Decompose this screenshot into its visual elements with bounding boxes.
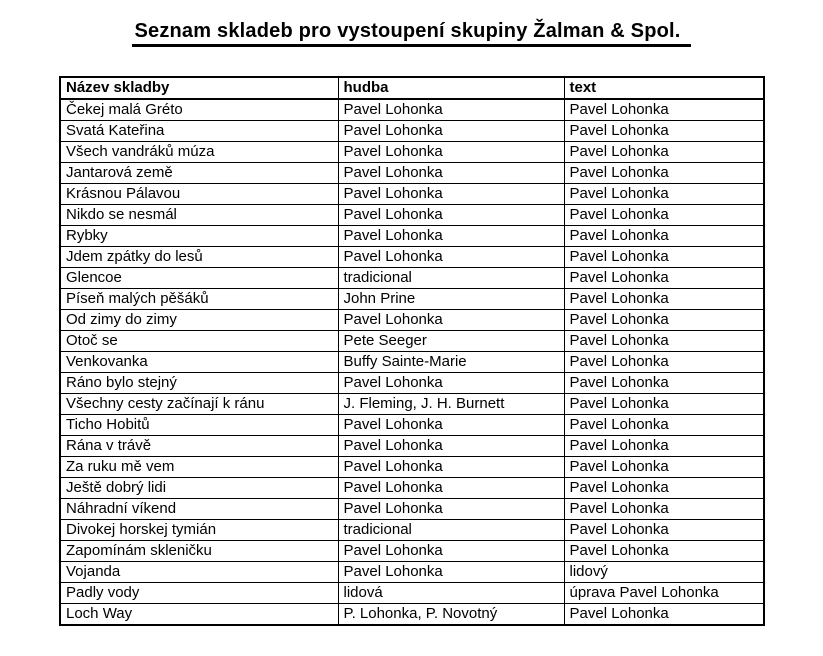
cell-lyrics: Pavel Lohonka (564, 268, 764, 289)
cell-song-name: Náhradní víkend (60, 499, 338, 520)
cell-lyrics: Pavel Lohonka (564, 352, 764, 373)
cell-music: Pavel Lohonka (338, 99, 564, 121)
song-list-table (59, 76, 765, 626)
cell-song-name: Venkovanka (60, 352, 338, 373)
table-row (60, 289, 764, 310)
cell-music: Pavel Lohonka (338, 415, 564, 436)
cell-lyrics: Pavel Lohonka (564, 541, 764, 562)
column-header-music: hudba (338, 77, 564, 99)
cell-lyrics: lidový (564, 562, 764, 583)
cell-music: Pavel Lohonka (338, 163, 564, 184)
title-container (0, 20, 823, 47)
table-row (60, 373, 764, 394)
cell-song-name: Rána v trávě (60, 436, 338, 457)
table-row (60, 331, 764, 352)
cell-song-name: Loch Way (60, 604, 338, 626)
table-row (60, 499, 764, 520)
column-header-song-name: Název skladby (60, 77, 338, 99)
cell-lyrics: Pavel Lohonka (564, 520, 764, 541)
table-row (60, 394, 764, 415)
cell-song-name: Vojanda (60, 562, 338, 583)
cell-music: Pavel Lohonka (338, 142, 564, 163)
table-row (60, 268, 764, 289)
table-row (60, 226, 764, 247)
cell-lyrics: Pavel Lohonka (564, 205, 764, 226)
cell-song-name: Všech vandráků múza (60, 142, 338, 163)
table-row (60, 541, 764, 562)
cell-lyrics: Pavel Lohonka (564, 163, 764, 184)
cell-lyrics: Pavel Lohonka (564, 310, 764, 331)
cell-song-name: Krásnou Pálavou (60, 184, 338, 205)
cell-lyrics: Pavel Lohonka (564, 289, 764, 310)
table-header-row (60, 77, 764, 99)
cell-music: P. Lohonka, P. Novotný (338, 604, 564, 626)
cell-song-name: Ticho Hobitů (60, 415, 338, 436)
table-row (60, 142, 764, 163)
cell-song-name: Padly vody (60, 583, 338, 604)
table-row (60, 247, 764, 268)
table-row (60, 352, 764, 373)
table-row (60, 184, 764, 205)
cell-music: Pavel Lohonka (338, 184, 564, 205)
table-row (60, 205, 764, 226)
cell-music: J. Fleming, J. H. Burnett (338, 394, 564, 415)
table-row (60, 99, 764, 121)
cell-music: Pavel Lohonka (338, 562, 564, 583)
page-title: Seznam skladeb pro vystoupení skupiny Žalman & Spol. (132, 20, 690, 47)
cell-music: tradicional (338, 268, 564, 289)
cell-song-name: Čekej malá Gréto (60, 99, 338, 121)
cell-music: Pavel Lohonka (338, 310, 564, 331)
table-row (60, 520, 764, 541)
cell-lyrics: Pavel Lohonka (564, 121, 764, 142)
cell-lyrics: Pavel Lohonka (564, 478, 764, 499)
cell-lyrics: úprava Pavel Lohonka (564, 583, 764, 604)
table-row (60, 478, 764, 499)
cell-song-name: Píseň malých pěšáků (60, 289, 338, 310)
table-row (60, 583, 764, 604)
cell-music: Pavel Lohonka (338, 205, 564, 226)
cell-music: Pavel Lohonka (338, 541, 564, 562)
cell-lyrics: Pavel Lohonka (564, 226, 764, 247)
table-header (60, 77, 764, 99)
cell-song-name: Rybky (60, 226, 338, 247)
cell-song-name: Od zimy do zimy (60, 310, 338, 331)
cell-music: Pavel Lohonka (338, 478, 564, 499)
cell-song-name: Nikdo se nesmál (60, 205, 338, 226)
cell-music: Pavel Lohonka (338, 373, 564, 394)
cell-lyrics: Pavel Lohonka (564, 415, 764, 436)
cell-song-name: Glencoe (60, 268, 338, 289)
cell-song-name: Za ruku mě vem (60, 457, 338, 478)
cell-song-name: Divokej horskej tymián (60, 520, 338, 541)
cell-lyrics: Pavel Lohonka (564, 142, 764, 163)
cell-music: Pavel Lohonka (338, 226, 564, 247)
cell-song-name: Svatá Kateřina (60, 121, 338, 142)
cell-lyrics: Pavel Lohonka (564, 184, 764, 205)
cell-lyrics: Pavel Lohonka (564, 457, 764, 478)
cell-music: John Prine (338, 289, 564, 310)
cell-song-name: Jdem zpátky do lesů (60, 247, 338, 268)
table-row (60, 121, 764, 142)
song-table-body (60, 99, 764, 625)
cell-song-name: Jantarová země (60, 163, 338, 184)
cell-music: tradicional (338, 520, 564, 541)
table-row (60, 310, 764, 331)
table-row (60, 415, 764, 436)
cell-music: Pavel Lohonka (338, 247, 564, 268)
cell-music: Pavel Lohonka (338, 499, 564, 520)
cell-lyrics: Pavel Lohonka (564, 499, 764, 520)
cell-song-name: Otoč se (60, 331, 338, 352)
cell-lyrics: Pavel Lohonka (564, 604, 764, 626)
cell-music: Pavel Lohonka (338, 436, 564, 457)
table-row (60, 604, 764, 626)
cell-music: lidová (338, 583, 564, 604)
cell-lyrics: Pavel Lohonka (564, 331, 764, 352)
cell-music: Pavel Lohonka (338, 121, 564, 142)
cell-lyrics: Pavel Lohonka (564, 394, 764, 415)
column-header-lyrics: text (564, 77, 764, 99)
cell-music: Pete Seeger (338, 331, 564, 352)
cell-lyrics: Pavel Lohonka (564, 247, 764, 268)
cell-song-name: Zapomínám skleničku (60, 541, 338, 562)
table-row (60, 562, 764, 583)
cell-music: Pavel Lohonka (338, 457, 564, 478)
cell-song-name: Ještě dobrý lidi (60, 478, 338, 499)
table-row (60, 457, 764, 478)
cell-song-name: Ráno bylo stejný (60, 373, 338, 394)
cell-song-name: Všechny cesty začínají k ránu (60, 394, 338, 415)
cell-music: Buffy Sainte-Marie (338, 352, 564, 373)
table-row (60, 163, 764, 184)
table-row (60, 436, 764, 457)
cell-lyrics: Pavel Lohonka (564, 99, 764, 121)
cell-lyrics: Pavel Lohonka (564, 436, 764, 457)
cell-lyrics: Pavel Lohonka (564, 373, 764, 394)
